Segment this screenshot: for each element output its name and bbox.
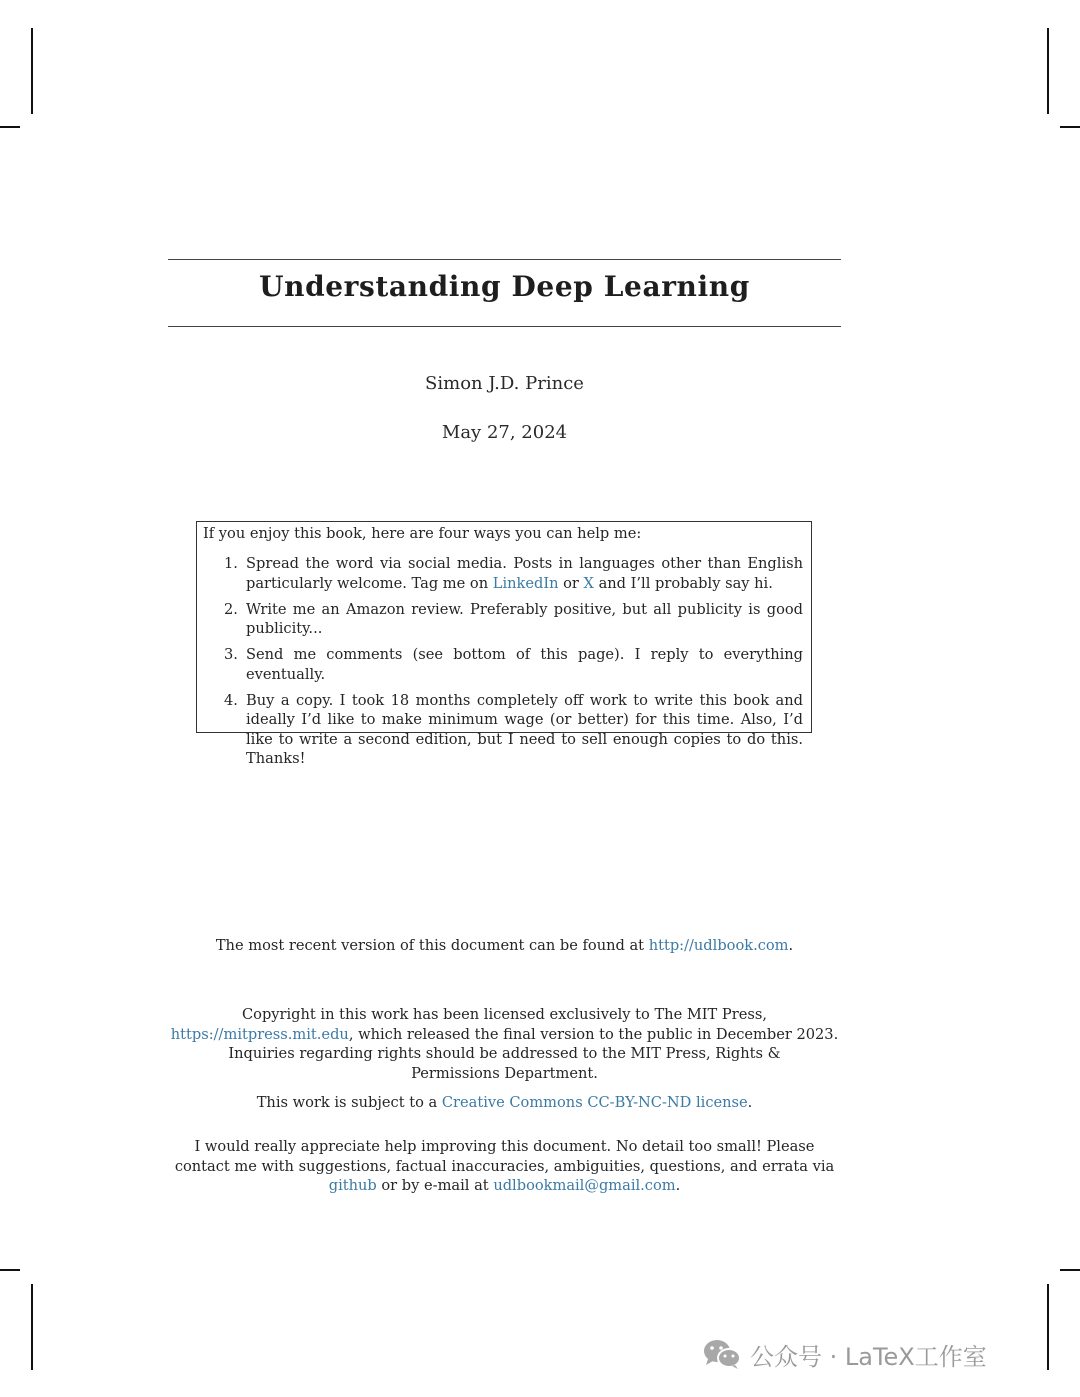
- help-item-text: Buy a copy. I took 18 months completely off work to write this book and ideally I’d like to make minimum wage (or better) for this time. Also, I’d like to write a second edition, but I need to sell enough copies to do this. Thanks!: [246, 691, 803, 767]
- copyright-notice: [168, 1005, 841, 1083]
- help-item-text: Send me comments (see bottom of this page). I reply to everything eventually.: [246, 646, 803, 683]
- version-note: [168, 936, 841, 956]
- feedback-text: I would really appreciate help improving this document. No detail too small! Please contact me with suggestions, factual inaccuracies, ambiguities, questions, and errata via: [174, 1138, 835, 1175]
- copyright-line-2-text: , which released the final version to the public in December 2023.: [348, 1025, 839, 1043]
- help-item-text: Write me an Amazon review. Preferably positive, but all publicity is good publicity...: [246, 600, 803, 637]
- help-box-intro: If you enjoy this book, here are four ways you can help me:: [203, 525, 642, 542]
- github-link[interactable]: github: [328, 1177, 377, 1194]
- crop-mark-top-right-horizontal: [1060, 126, 1080, 128]
- crop-mark-top-left-horizontal: [0, 126, 20, 128]
- copyright-line-1: Copyright in this work has been licensed exclusively to The MIT Press,: [242, 1006, 767, 1023]
- watermark-text: 公众号 · LaTeX工作室: [750, 1342, 987, 1371]
- help-item-social-media: [197, 554, 809, 593]
- wechat-icon: [702, 1338, 742, 1370]
- x-link[interactable]: X: [583, 574, 594, 592]
- copyright-line-2: [168, 1025, 841, 1045]
- list-number: 3.: [224, 646, 238, 663]
- version-note-text: The most recent version of this document can be found at: [215, 937, 649, 954]
- crop-mark-bottom-left-vertical: [31, 1284, 33, 1370]
- help-item-text: and I’ll probably say hi.: [593, 574, 773, 592]
- list-number: 1.: [224, 555, 238, 572]
- help-box: [196, 521, 812, 767]
- udlbook-link[interactable]: http://udlbook.com: [648, 937, 789, 954]
- document-date: May 27, 2024: [441, 422, 568, 443]
- help-item-text: Spread the word via social media. Posts in languages other than English particularly welcome. Tag me on: [246, 555, 803, 592]
- crop-mark-bottom-right-vertical: [1047, 1284, 1049, 1370]
- email-link[interactable]: udlbookmail@gmail.com: [493, 1177, 676, 1194]
- help-list: [197, 554, 809, 775]
- feedback-suffix: .: [675, 1177, 681, 1194]
- version-note-suffix: .: [788, 937, 794, 954]
- help-item-text: or: [558, 574, 584, 592]
- help-item-buy: [197, 691, 809, 769]
- mitpress-link[interactable]: https://mitpress.mit.edu: [170, 1025, 349, 1043]
- title-rule-bottom: [168, 326, 841, 327]
- creative-commons-link[interactable]: Creative Commons CC-BY-NC-ND license: [441, 1094, 748, 1111]
- help-item-review: [197, 600, 809, 639]
- author-name: Simon J.D. Prince: [425, 373, 584, 394]
- watermark: [702, 1336, 987, 1372]
- list-number: 2.: [224, 600, 238, 618]
- copyright-line-3: Inquiries regarding rights should be addressed to the MIT Press, Rights & Permissions Department.: [228, 1045, 781, 1082]
- feedback-mid: or by e-mail at: [376, 1177, 494, 1194]
- linkedin-link[interactable]: LinkedIn: [492, 574, 559, 592]
- license-text: This work is subject to a: [256, 1094, 442, 1111]
- feedback-note: [168, 1137, 841, 1196]
- license-note: [168, 1093, 841, 1113]
- crop-mark-bottom-right-horizontal: [1060, 1269, 1080, 1271]
- help-item-comments: [197, 645, 809, 684]
- crop-mark-top-left-vertical: [31, 28, 33, 114]
- license-suffix: .: [747, 1094, 753, 1111]
- crop-mark-bottom-left-horizontal: [0, 1269, 20, 1271]
- list-number: 4.: [224, 691, 238, 709]
- title-rule-top: [168, 259, 841, 260]
- document-title: Understanding Deep Learning: [259, 270, 750, 303]
- crop-mark-top-right-vertical: [1047, 28, 1049, 114]
